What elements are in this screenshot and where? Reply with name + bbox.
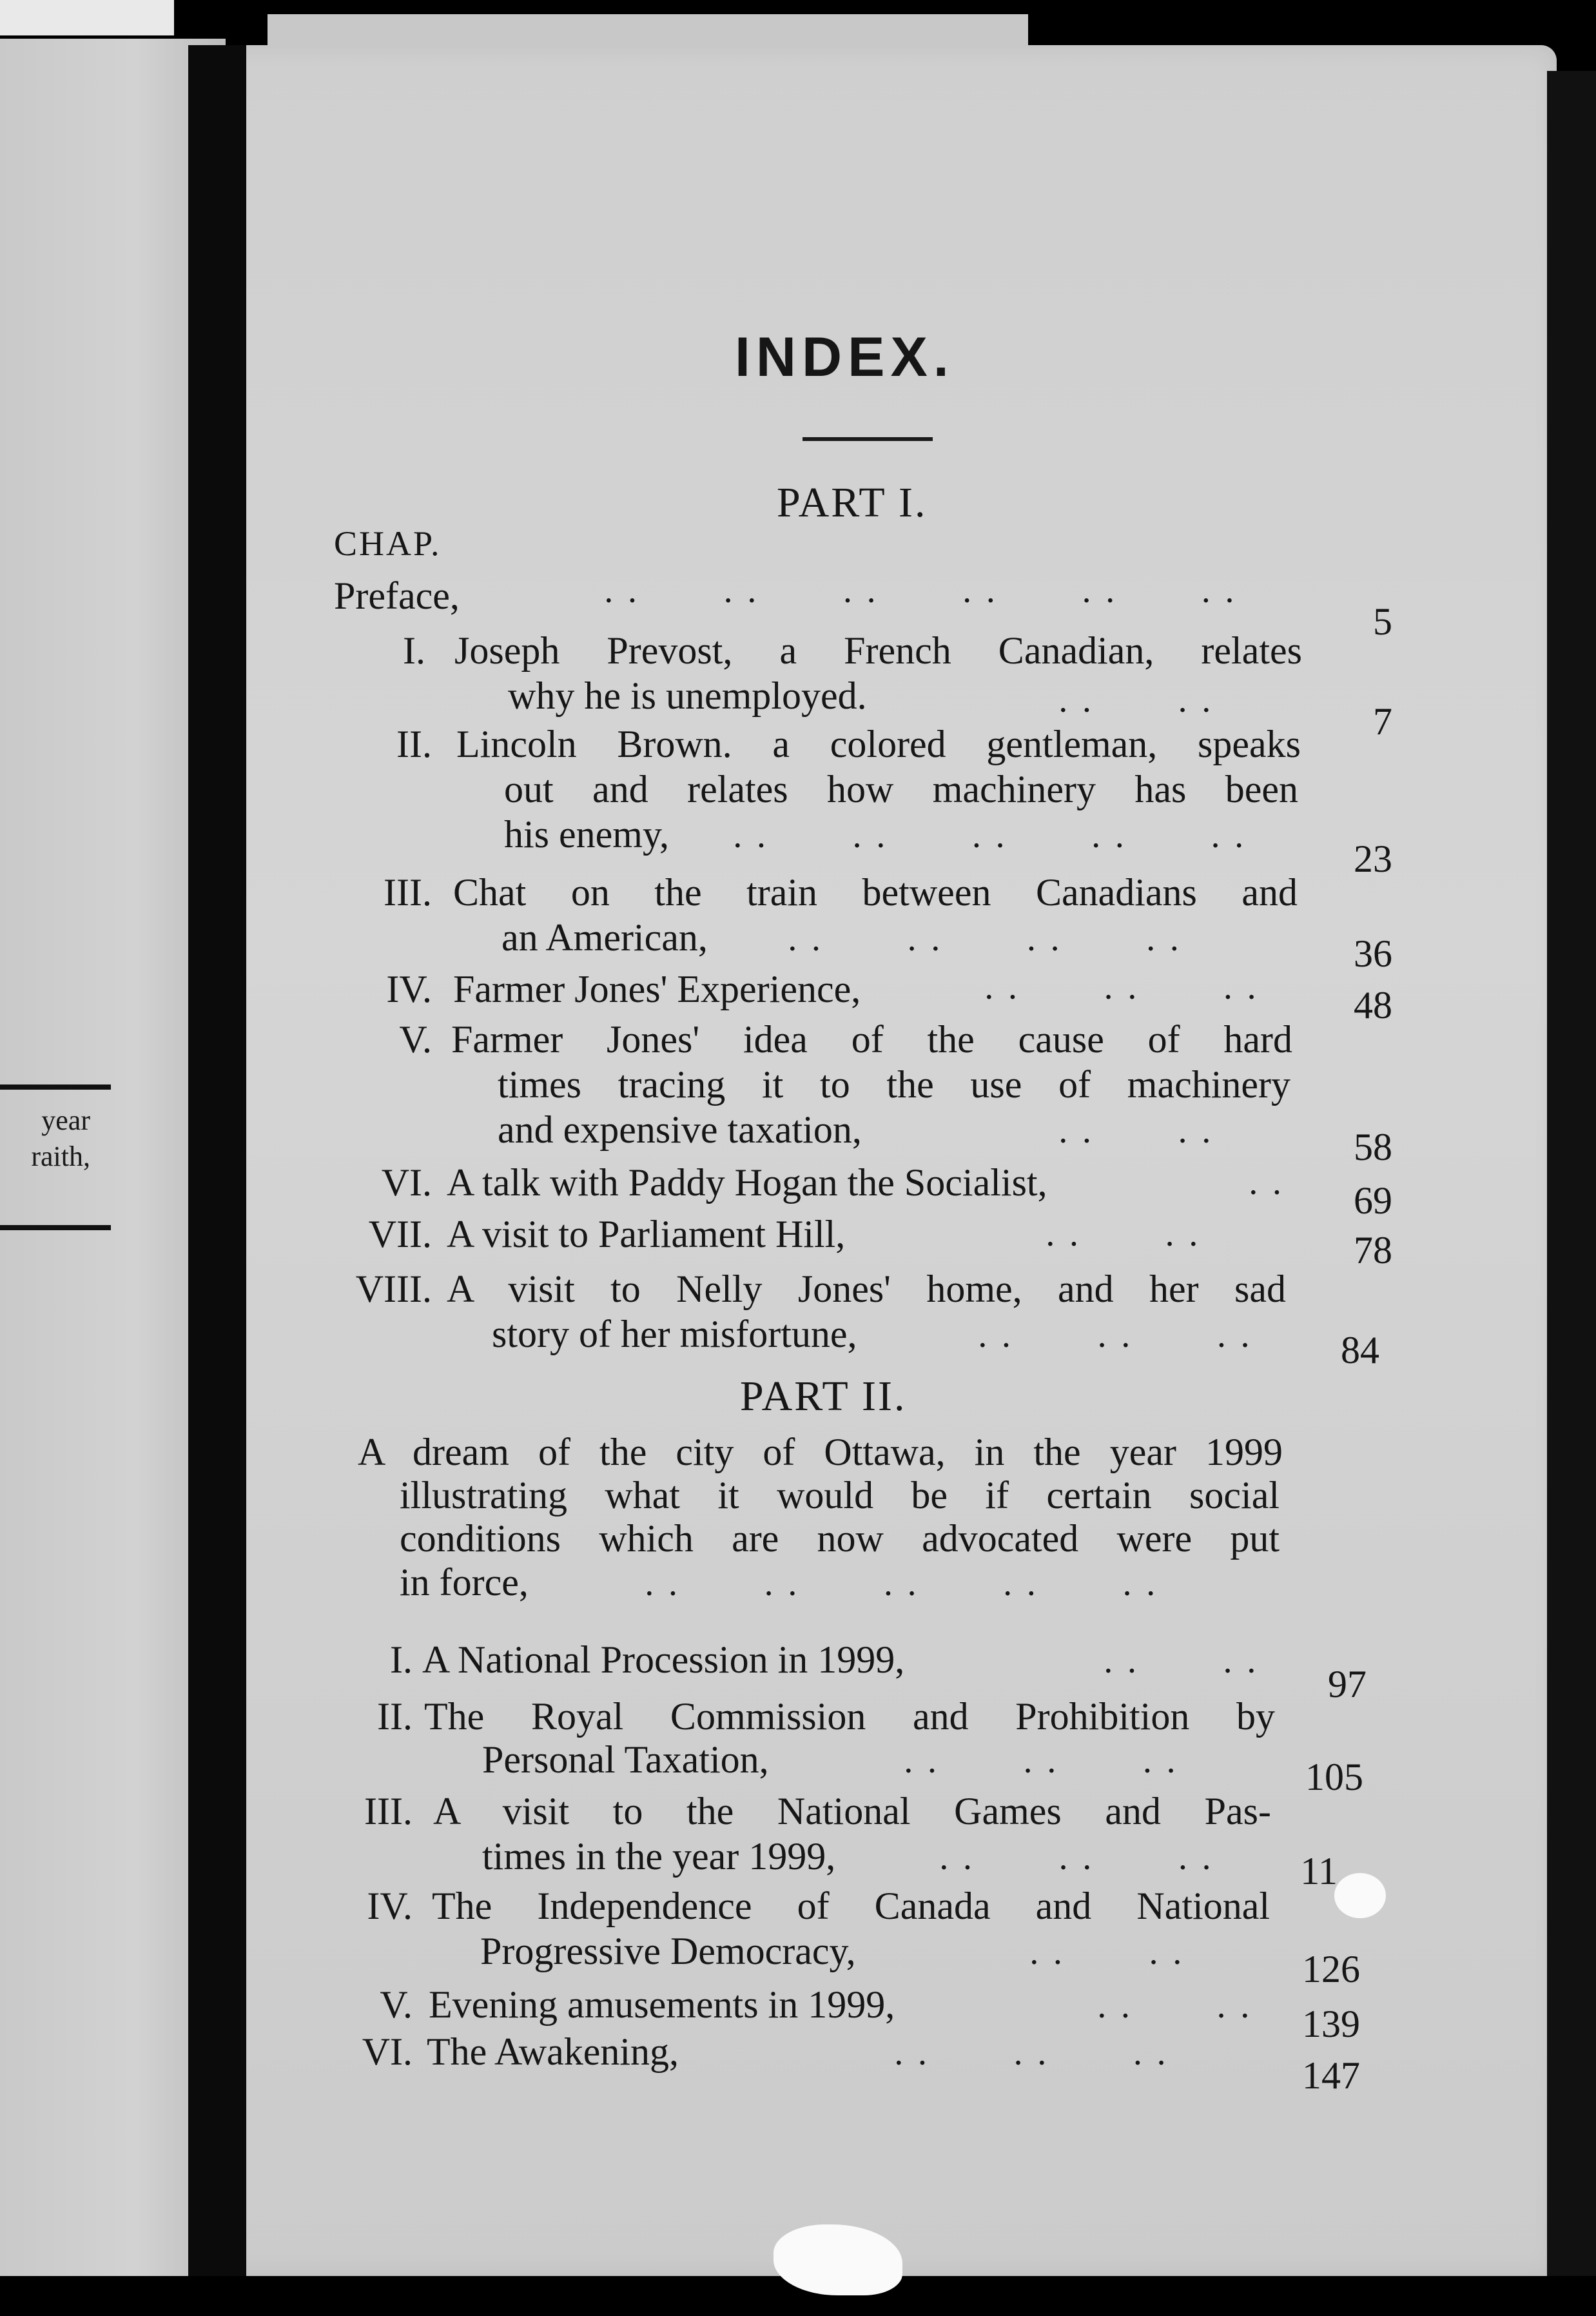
- chapter-title: times tracing it to the use of machinery: [498, 1063, 1290, 1106]
- chapter-title: Farmer Jones' Experience,: [453, 968, 861, 1010]
- chapter-numeral: V.: [380, 1983, 413, 2026]
- leader-dots: · · · ·: [1044, 1224, 1201, 1264]
- chapter-numeral: I.: [390, 1638, 413, 1681]
- chapter-title: Progressive Democracy,: [480, 1930, 856, 1972]
- left-page-rule: [0, 1225, 111, 1230]
- chapter-title: A visit to the National Games and Pas-: [433, 1790, 1271, 1832]
- left-page-text: year: [41, 1104, 90, 1136]
- leader-dots: · · · ·: [1102, 1651, 1259, 1691]
- chapter-title: Lincoln Brown. a colored gentleman, speaks: [456, 723, 1301, 765]
- page-number: 78: [1354, 1229, 1392, 1271]
- leader-dots: · · · · · ·: [938, 1848, 1214, 1888]
- page-number: 11: [1300, 1850, 1338, 1892]
- chapter-numeral: I.: [403, 629, 425, 672]
- paper-tear: [1334, 1873, 1386, 1918]
- chapter-numeral: III.: [364, 1790, 413, 1832]
- leader-dots: · · · ·: [1057, 1121, 1214, 1161]
- chapter-title: A visit to Parliament Hill,: [447, 1213, 846, 1255]
- chapter-title: and expensive taxation,: [498, 1108, 862, 1151]
- leader-dots: · · · · · · · ·: [786, 929, 1182, 969]
- part-intro: conditions which are now advocated were put: [400, 1517, 1280, 1560]
- leader-dots: · · · · · ·: [893, 2043, 1169, 2083]
- chapter-numeral: VIII.: [355, 1268, 432, 1310]
- chapter-numeral: V.: [399, 1018, 432, 1061]
- chapter-title: an American,: [501, 916, 708, 959]
- page-number: 69: [1354, 1179, 1392, 1222]
- page-title: INDEX.: [735, 326, 955, 388]
- chapter-title: Farmer Jones' idea of the cause of hard: [451, 1018, 1292, 1061]
- part-heading: PART I.: [777, 479, 928, 526]
- part-intro: in force,: [400, 1561, 529, 1604]
- chapter-numeral: II.: [396, 723, 432, 765]
- leader-dots: · · · · · ·: [977, 1326, 1252, 1366]
- chapter-title: story of her misfortune,: [492, 1313, 857, 1355]
- chapter-numeral: VII.: [368, 1213, 432, 1255]
- leader-dots: · · · · · · · · · · · ·: [603, 581, 1237, 621]
- preface-label: Preface,: [334, 574, 460, 617]
- chapter-title: why he is unemployed.: [508, 674, 867, 717]
- page-number: 147: [1302, 2054, 1360, 2097]
- page-number: 48: [1354, 984, 1392, 1026]
- leader-dots: · · · ·: [1096, 1996, 1252, 2036]
- page-number: 5: [1373, 600, 1392, 643]
- chapter-title: The Independence of Canada and National: [432, 1885, 1270, 1927]
- chapter-title: A visit to Nelly Jones' home, and her sad: [447, 1268, 1286, 1310]
- page-number: 36: [1354, 932, 1392, 975]
- part-heading: PART II.: [740, 1373, 907, 1420]
- left-page-rule: [0, 1084, 111, 1090]
- chapter-title: A National Procession in 1999,: [422, 1638, 905, 1681]
- leader-dots: · ·: [1247, 1173, 1285, 1213]
- chapter-title: A talk with Paddy Hogan the Socialist,: [447, 1161, 1047, 1204]
- chapter-numeral: IV.: [367, 1885, 413, 1927]
- chapter-numeral: VI.: [381, 1161, 432, 1204]
- chapter-title: Joseph Prevost, a French Canadian, relates: [454, 629, 1302, 672]
- leader-dots: · · · · · · · · · ·: [732, 826, 1247, 866]
- chapter-title: Personal Taxation,: [482, 1738, 769, 1781]
- page-number: 84: [1341, 1329, 1379, 1371]
- chapter-title: his enemy,: [504, 813, 670, 856]
- leader-dots: · · · ·: [1028, 1943, 1185, 1983]
- chapter-title: Evening amusements in 1999,: [429, 1983, 895, 2026]
- leader-dots: · · · · · ·: [983, 977, 1259, 1017]
- leader-dots: · · · ·: [1057, 691, 1214, 731]
- page-number: 139: [1302, 2003, 1360, 2045]
- chap-label: CHAP.: [334, 524, 442, 563]
- chapter-numeral: II.: [377, 1695, 413, 1738]
- chapter-title: times in the year 1999,: [482, 1835, 836, 1878]
- chapter-numeral: VI.: [362, 2030, 413, 2073]
- title-rule: [803, 437, 933, 441]
- chapter-title: The Awakening,: [427, 2030, 679, 2073]
- part-intro: A dream of the city of Ottawa, in the year 1999: [358, 1431, 1283, 1473]
- leader-dots: · · · · · ·: [902, 1751, 1178, 1791]
- page-number: 23: [1354, 838, 1392, 880]
- page-number: 7: [1373, 700, 1392, 743]
- chapter-numeral: IV.: [386, 968, 432, 1010]
- chapter-title: The Royal Commission and Prohibition by: [424, 1695, 1275, 1738]
- right-page-edge: [1547, 71, 1596, 2276]
- page-number: 97: [1328, 1663, 1367, 1705]
- page-number: 126: [1302, 1948, 1360, 1990]
- left-page-text: raith,: [31, 1141, 90, 1172]
- chapter-title: out and relates how machinery has been: [504, 768, 1298, 810]
- chapter-numeral: III.: [384, 871, 432, 914]
- leader-dots: · · · · · · · · · ·: [643, 1574, 1158, 1614]
- part-intro: illustrating what it would be if certain social: [400, 1474, 1280, 1516]
- page-number: 105: [1305, 1756, 1363, 1798]
- frame-edge: [0, 0, 174, 35]
- page-number: 58: [1354, 1126, 1392, 1168]
- chapter-title: Chat on the train between Canadians and: [453, 871, 1298, 914]
- book-spine: [188, 45, 246, 2276]
